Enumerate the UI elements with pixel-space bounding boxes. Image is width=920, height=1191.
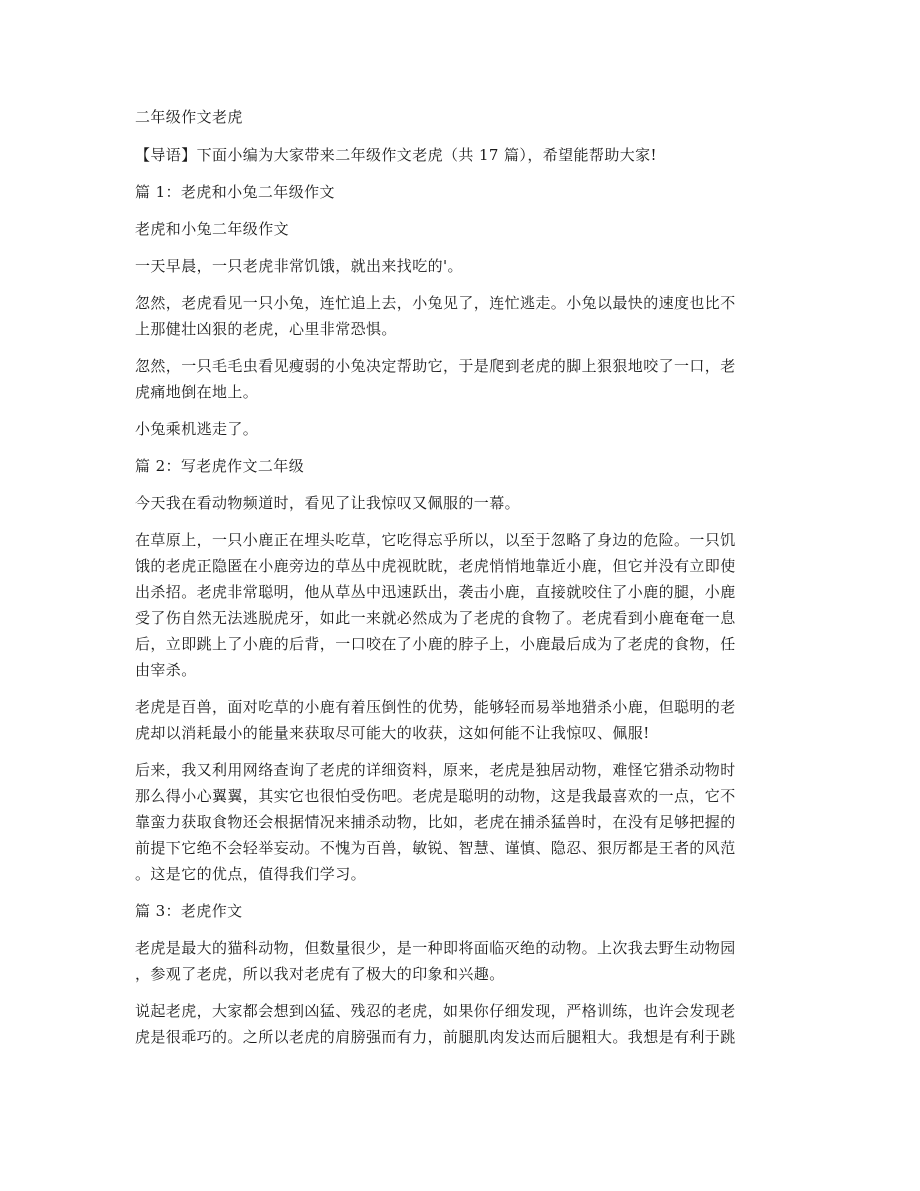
paragraph-line: 虎痛地倒在地上。 [135,383,259,401]
paragraph-line: 忽然，一只毛毛虫看见瘦弱的小兔决定帮助它，于是爬到老虎的脚上狠狠地咬了一口，老 [135,357,736,375]
paragraph-line: 说起老虎，大家都会想到凶猛、残忍的老虎，如果你仔细发现，严格训练，也许会发现老 [135,1002,736,1020]
paragraph-line: 后，立即跳上了小鹿的后背，一口咬在了小鹿的脖子上，小鹿最后成为了老虎的食物，任 [135,635,736,653]
paragraph-line: 虎却以消耗最小的能量来获取尽可能大的收获，这如何能不让我惊叹、佩服! [135,724,650,742]
paragraph-line: 老虎是最大的猫科动物，但数量很少，是一种即将面临灭绝的动物。上次我去野生动物园 [135,939,736,957]
body-paragraph [135,290,785,342]
body-paragraph [135,253,785,279]
paragraph-line: 靠蛮力获取食物还会根据情况来捕杀动物，比如，老虎在捕杀猛兽时，在没有足够把握的 [135,813,736,831]
paragraph-line: 一天早晨，一只老虎非常饥饿，就出来找吃的'。 [135,257,463,275]
paragraph-line: 由宰杀。 [135,661,197,679]
paragraph-line: 后来，我又利用网络查询了老虎的详细资料，原来，老虎是独居动物，难怪它猎杀动物时 [135,761,736,779]
paragraph-line: 虎是很乖巧的。之所以老虎的肩膀强而有力，前腿肌肉发达而后腿粗大。我想是有利于跳 [135,1028,736,1046]
document-title: 二年级作文老虎 [135,108,243,126]
paragraph-line: 忽然，老虎看见一只小兔，连忙追上去，小兔见了，连忙逃走。小兔以最快的速度也比不 [135,294,736,312]
body-paragraph [135,694,785,746]
paragraph-line: 受了伤自然无法逃脱虎牙，如此一来就必然成为了老虎的食物了。老虎看到小鹿奄奄一息 [135,609,736,627]
paragraph-line: 篇 3：老虎作文 [135,902,243,920]
body-paragraph [135,935,785,987]
body-paragraphs [135,179,785,1050]
body-paragraph [135,998,785,1050]
paragraph-line: 在草原上，一只小鹿正在埋头吃草，它吃得忘乎所以，以至于忽略了身边的危险。一只饥 [135,531,736,549]
body-paragraph [135,453,785,479]
paragraph-line: 出杀招。老虎非常聪明，他从草丛中迅速跃出，袭击小鹿，直接就咬住了小鹿的腿，小鹿 [135,583,736,601]
paragraph-line: 篇 2：写老虎作文二年级 [135,457,305,475]
paragraph-line: 老虎是百兽，面对吃草的小鹿有着压倒性的优势，能够轻而易举地猎杀小鹿，但聪明的老 [135,698,736,716]
body-paragraph [135,898,785,924]
paragraph-line: 饿的老虎正隐匿在小鹿旁边的草丛中虎视眈眈，老虎悄悄地靠近小鹿，但它并没有立即使 [135,557,736,575]
paragraph-line: 。这是它的优点，值得我们学习。 [135,865,367,883]
body-paragraph [135,179,785,205]
body-paragraph [135,216,785,242]
body-paragraph [135,416,785,442]
paragraph-line: 上那健壮凶狠的老虎，心里非常恐惧。 [135,320,397,338]
paragraph-line: 那么得小心翼翼，其实它也很怕受伤吧。老虎是聪明的动物，这是我最喜欢的一点，它不 [135,787,736,805]
paragraph-line: 老虎和小兔二年级作文 [135,220,290,238]
paragraph-line: 前提下它绝不会轻举妄动。不愧为百兽，敏锐、智慧、谨慎、隐忍、狠厉都是王者的风范 [135,839,736,857]
body-paragraph [135,527,785,683]
body-paragraph [135,490,785,516]
intro-paragraph: 【导语】下面小编为大家带来二年级作文老虎（共 17 篇），希望能帮助大家! [135,146,657,164]
paragraph-line: ，参观了老虎，所以我对老虎有了极大的印象和兴趣。 [135,965,505,983]
paragraph-line: 今天我在看动物频道时，看见了让我惊叹又佩服的一幕。 [135,494,521,512]
paragraph-line: 小兔乘机逃走了。 [135,420,259,438]
document-page [135,104,785,1061]
body-paragraph [135,757,785,887]
paragraph-line: 篇 1：老虎和小兔二年级作文 [135,183,335,201]
body-paragraph [135,353,785,405]
